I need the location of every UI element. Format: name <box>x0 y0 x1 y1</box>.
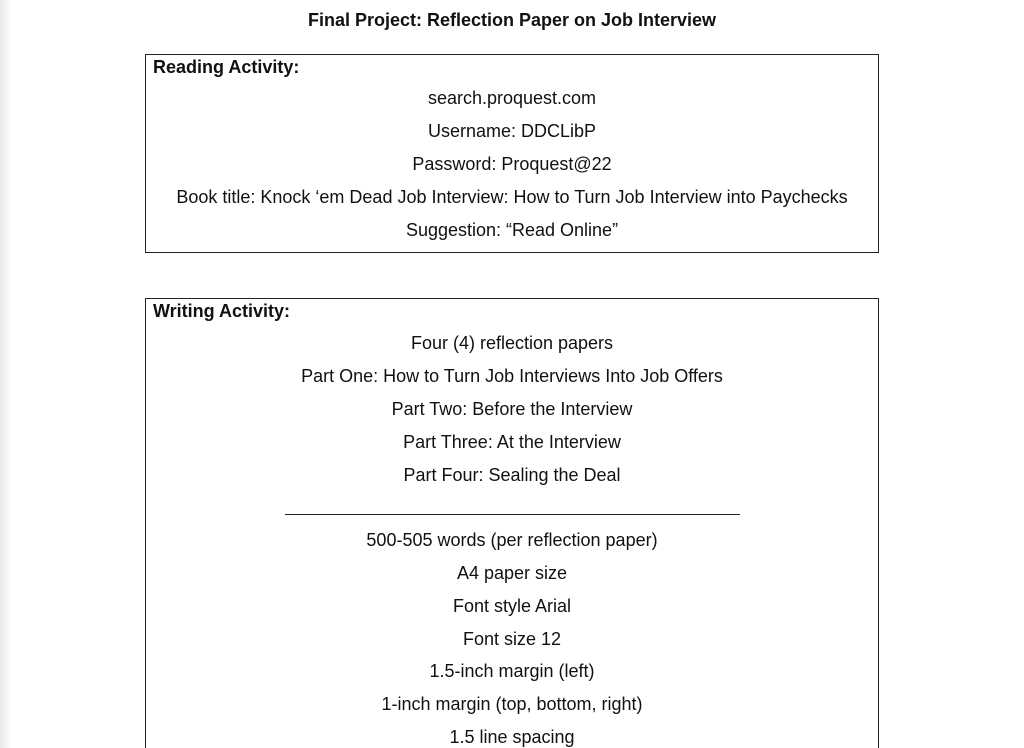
page-title: Final Project: Reflection Paper on Job Interview <box>307 10 717 30</box>
reading-line-suggestion: Suggestion: “Read Online” <box>405 220 619 240</box>
reading-line-username: Username: DDCLibP <box>427 121 597 141</box>
writing-activity-box <box>145 298 879 748</box>
requirement-line-spacing: 1.5 line spacing <box>449 727 575 747</box>
reading-line-website: search.proquest.com <box>427 88 597 108</box>
requirement-left-margin: 1.5-inch margin (left) <box>429 661 595 681</box>
requirement-font-size: Font size 12 <box>462 629 562 649</box>
writing-part-count: Four (4) reflection papers <box>410 333 614 353</box>
page-edge-shadow <box>0 0 12 748</box>
requirement-paper-size: A4 paper size <box>456 563 568 583</box>
writing-part-one: Part One: How to Turn Job Interviews Into Job Offers <box>301 366 723 386</box>
section-divider <box>285 514 740 515</box>
writing-part-two: Part Two: Before the Interview <box>391 399 633 419</box>
reading-line-password: Password: Proquest@22 <box>412 154 612 174</box>
requirement-font-style: Font style Arial <box>452 596 572 616</box>
writing-part-four: Part Four: Sealing the Deal <box>403 465 621 485</box>
requirement-other-margins: 1-inch margin (top, bottom, right) <box>381 694 643 714</box>
reading-activity-heading: Reading Activity: <box>153 57 300 77</box>
reading-line-book-title: Book title: Knock ‘em Dead Job Interview: How to Turn Job Interview into Paychecks <box>176 187 848 207</box>
reading-activity-box <box>145 54 879 253</box>
requirement-word-count: 500-505 words (per reflection paper) <box>366 530 658 550</box>
writing-activity-heading: Writing Activity: <box>153 301 291 321</box>
writing-part-three: Part Three: At the Interview <box>403 432 621 452</box>
